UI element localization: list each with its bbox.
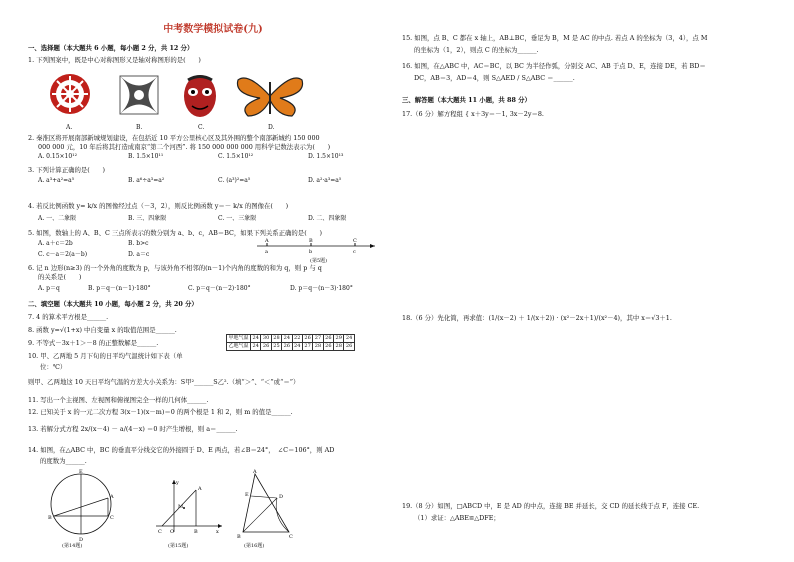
q3-option-a: A. a³+a²=a⁵ [38, 177, 75, 184]
table-cell: 24 [283, 335, 291, 342]
table-cell: 28 [314, 343, 322, 350]
q6-option-c: C. p＝q－(n－2)·180° [188, 285, 251, 292]
q2-option-a: A. 0.15×10¹² [38, 153, 77, 160]
question-10-line-2: 位：℃） [40, 363, 67, 371]
q1-option-c: C. [198, 124, 205, 131]
question-14-line-2: 的度数为______. [40, 457, 87, 465]
question-2-line-2: 000 000 元，10 年后将其打造成南京“第二个河西”. 将 150 000 000 000 用科学记数法表示为( ) [38, 143, 331, 151]
paper-title: 中考数学模拟试卷(九) [163, 24, 263, 35]
question-10-line-3: 则甲、乙两地这 10 天日平均气温的方差大小关系为：S甲²______S乙².（填“＞”、“＜”或“＝”） [28, 378, 300, 386]
svg-text:A: A [198, 486, 202, 492]
table-cell: 26 [325, 335, 332, 342]
question-5: 5. 如图，数轴上的 A、B、C 三点所表示的数分别为 a、b、c，AB＝BC，如果下列关系正确的是( ) [28, 229, 322, 237]
table-cell: 27 [304, 343, 311, 350]
q3-option-c: C. (a³)²=a⁵ [218, 177, 251, 184]
question-15-line-1: 15. 如图，点 B、C 都在 x 轴上，AB⊥BC，垂足为 B，M 是 AC 的中点. 若点 A 的坐标为（3，4），点 M [402, 34, 708, 42]
question-12: 12. 已知关于 x 的一元二次方程 3(x－1)(x－m)＝0 的两个根是 1 和 2，则 m 的值是______. [28, 408, 293, 416]
svg-text:b: b [309, 249, 313, 255]
question-3: 3. 下列计算正确的是( ) [28, 166, 106, 174]
q4-option-d: D. 二、四象限 [308, 215, 347, 222]
section-1-heading: 一、选择题（本大题共 6 小题，每小题 2 分，共 12 分） [28, 44, 194, 52]
question-4: 4. 若反比例函数 y= k/x 的图像经过点（－3，2），则反比例函数 y＝－ k/x 的图像在( ) [28, 202, 289, 210]
table-cell: 24 [294, 343, 301, 350]
question-17: 17.（6 分）解方程组 { x＋3y＝－1, 3x－2y＝8. [402, 110, 544, 118]
svg-text:A: A [265, 238, 269, 244]
table-cell: 26 [304, 335, 311, 342]
opera-mask-icon [184, 75, 216, 117]
question-7: 7. 4 的算术平方根是______. [28, 313, 109, 321]
svg-text:O: O [170, 529, 175, 535]
q5-option-c: C. c－a＝2(a－b) [38, 251, 88, 258]
question-1-figures [48, 70, 348, 122]
table-cell: 26 [325, 343, 332, 350]
question-10-line-1: 10. 甲、乙两地 5 月下旬的日平均气温统计如下表（单 [28, 352, 183, 360]
table-cell: 26 [262, 343, 270, 350]
svg-text:E: E [245, 492, 249, 498]
table-cell: 26 [283, 343, 291, 350]
svg-text:C: C [353, 238, 357, 244]
question-16-line-1: 16. 如图，在△ABC 中，AC＝BC，以 BC 为半径作弧，分别交 AC、AB 于点 D、E，连接 DE，若 BD＝ [402, 62, 706, 70]
svg-text:c: c [353, 249, 356, 255]
question-8: 8. 函数 y=√(1+x) 中自变量 x 的取值范围是______. [28, 326, 177, 334]
table-cell: 29 [335, 335, 342, 342]
svg-text:E: E [79, 469, 83, 475]
svg-text:B: B [237, 534, 241, 540]
table-row [227, 343, 355, 351]
q3-option-b: B. a⁶÷a³=a² [128, 177, 165, 184]
swirl-pattern-icon [120, 76, 158, 114]
table-cell: 24 [345, 335, 353, 342]
section-2-heading: 二、填空题（本大题共 10 小题，每小题 2 分，共 20 分） [28, 300, 198, 308]
butterfly-icon [237, 78, 302, 116]
q6-option-b: B. p＝q－(n－1)·180° [88, 285, 151, 292]
question-9: 9. 不等式－3x＋1＞－8 的正整数解是______. [28, 339, 159, 347]
table-cell: 25 [273, 343, 280, 350]
question-15-line-2: 的坐标为（1，2），则点 C 的坐标为______. [414, 46, 539, 54]
question-13: 13. 若解分式方程 2x/(x－4) － a/(4－x) ＝0 时产生增根，则 a＝______. [28, 425, 238, 433]
question-14-line-1: 14. 如图，在△ABC 中，BC 的垂直平分线交它的外接圆于 D、E 两点，若∠B＝24°， ∠C＝106°，则 AD [28, 446, 335, 454]
svg-text:C: C [158, 529, 162, 535]
question-6-line-1: 6. 记 n 边形(n≥3) 的一个外角的度数为 p，与该外角不相邻的(n－1)个内角的度数的和为 q，则 p 与 q [28, 264, 322, 272]
question-16-line-2: DC，AB＝3，AD＝4，则 S△AED / S△ABC ＝______. [414, 74, 575, 82]
svg-text:y: y [176, 480, 179, 486]
svg-text:A: A [253, 469, 257, 475]
q4-option-c: C. 一、三象限 [218, 215, 257, 222]
figure-16-caption: (第16题) [244, 543, 265, 549]
svg-text:C: C [289, 534, 293, 540]
q4-option-a: A. 一、二象限 [38, 215, 77, 222]
svg-text:B: B [194, 529, 198, 535]
table-cell: 30 [262, 335, 270, 342]
q1-option-d: D. [268, 124, 275, 131]
q2-option-c: C. 1.5×10¹² [218, 153, 254, 160]
q6-option-a: A. p＝q [38, 285, 60, 292]
svg-text:C: C [110, 515, 114, 521]
question-19-line-2: （1）求证：△ABE≌△DFE； [414, 514, 500, 522]
q2-option-d: D. 1.5×10¹³ [308, 153, 344, 160]
table-cell: 26 [345, 343, 353, 350]
section-3-heading: 三、解答题（本大题共 11 小题，共 88 分） [402, 96, 531, 104]
knot-pattern-icon [50, 74, 90, 114]
table-cell: 乙地气温 [228, 343, 249, 350]
q3-option-d: D. a²·a³=a⁵ [308, 177, 342, 184]
number-line-figure [253, 236, 383, 258]
svg-text:B: B [309, 238, 313, 244]
q5-option-d: D. a＝c [128, 251, 150, 258]
table-cell: 28 [335, 343, 342, 350]
question-6-line-2: 的关系是( ) [38, 273, 82, 281]
svg-text:A: A [110, 494, 114, 500]
table-row [227, 335, 355, 343]
question-19-line-1: 19.（8 分）如图，□ABCD 中，E 是 AD 的中点，连接 BE 并延长，交 CD 的延长线于点 F，连接 CE. [402, 502, 700, 510]
svg-text:a: a [265, 249, 268, 255]
table-cell: 甲地气温 [228, 335, 249, 342]
q6-option-d: D. p＝q－(n－3)·180° [290, 285, 353, 292]
table-cell: 24 [252, 335, 259, 342]
question-2-line-1: 2. 秦淮区将开展南部新城规划建设，在包括近 10 平方公里核心区及其外围的整个南部新城约 150 000 [28, 134, 320, 142]
svg-text:D: D [79, 537, 84, 542]
q4-option-b: B. 三、四象限 [128, 215, 167, 222]
question-1: 1. 下列图案中，既是中心对称图形又是轴对称图形的是( ) [28, 56, 201, 64]
question-11: 11. 写出一个主视图、左视图和俯视图完全一样的几何体______. [28, 396, 209, 404]
figure-16-triangle [233, 468, 303, 540]
q5-figure-caption: (第5题) [310, 258, 328, 264]
temperature-table [226, 334, 355, 351]
figure-14-caption: (第14题) [62, 543, 83, 549]
svg-text:x: x [216, 529, 219, 535]
svg-text:M: M [178, 504, 184, 510]
figure-15-caption: (第15题) [168, 543, 189, 549]
q1-option-a: A. [66, 124, 73, 131]
figure-15-coordinates [146, 476, 226, 536]
q5-option-b: B. b>c [128, 240, 149, 247]
table-cell: 24 [252, 343, 259, 350]
svg-text:D: D [279, 494, 284, 500]
table-cell: 28 [273, 335, 280, 342]
q5-option-a: A. a＋c＝2b [38, 240, 73, 247]
figure-14-circle [36, 466, 126, 542]
table-cell: 27 [314, 335, 322, 342]
question-18: 18.（6 分）先化简，再求值：(1/(x－2) ＋ 1/(x＋2)) · (x²－2x＋1)/(x²－4)，其中 x＝√3＋1. [402, 314, 672, 322]
q2-option-b: B. 1.5×10¹¹ [128, 153, 164, 160]
q1-option-b: B. [136, 124, 143, 131]
svg-text:B: B [48, 515, 52, 521]
table-cell: 22 [294, 335, 301, 342]
